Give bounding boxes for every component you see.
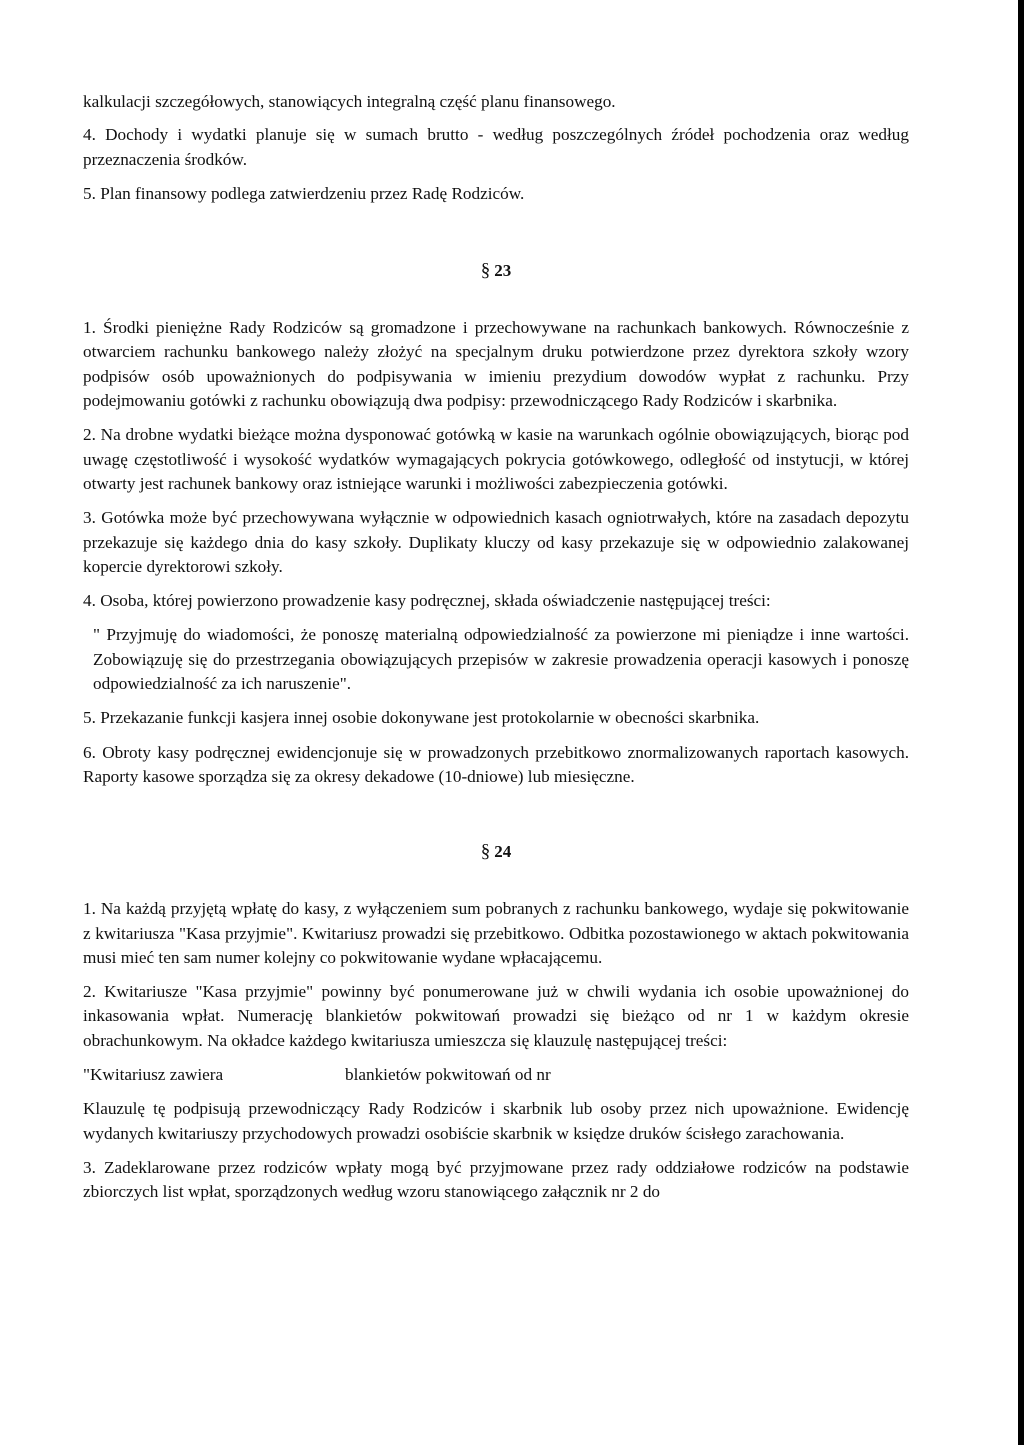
scan-edge-bar — [1018, 0, 1024, 1445]
paragraph-4: 4. Dochody i wydatki planuje się w sumach brutto - według poszczególnych źródeł pochodzenia oraz według przeznaczenia środków. — [83, 125, 909, 169]
s23-paragraph-5: 5. Przekazanie funkcji kasjera innej osobie dokonywane jest protokolarnie w obecności skarbnika. — [83, 708, 760, 728]
s23-declaration-quote: " Przyjmuję do wiadomości, że ponoszę materialną odpowiedzialność za powierzone mi pieniądze i inne wartości. Zobowiązuję się do przestrzegania obowiązujących przepisów w zakresie prowadzenia operacji kasowych i ponoszę odpowiedzialność za ich naruszenie". — [93, 625, 909, 694]
section-heading-23 — [83, 258, 909, 284]
s24-paragraph-1: 1. Na każdą przyjętą wpłatę do kasy, z wyłączeniem sum pobranych z rachunku bankowego, wydaje się pokwitowanie z kwitariusza "Kasa przyjmie". Kwitariusz prowadzi się przebitkowo. Odbitka pozostawionego w aktach pokwitowania musi mieć ten sam numer kolejny co pokwitowanie wydane wpłacającemu. — [83, 899, 909, 967]
s23-paragraph-4: 4. Osoba, której powierzono prowadzenie kasy podręcznej, składa oświadczenie następującej treści: — [83, 591, 771, 611]
s23-paragraph-6: 6. Obroty kasy podręcznej ewidencjonuje się w prowadzonych przebitkowo znormalizowanych raportach kasowych. Raporty kasowe sporządza się za okresy dekadowe (10-dniowe) lub miesięczne. — [83, 742, 909, 786]
section-symbol: § — [480, 841, 491, 863]
section-heading-24 — [83, 839, 909, 865]
s24-paragraph-2: 2. Kwitariusze "Kasa przyjmie" powinny być ponumerowane już w chwili wydania ich osobie upoważnionej do inkasowania wpłat. Numerację blankietów pokwitowań prowadzi się bieżąco od nr 1 w każdym okresie obrachunkowym. Na okładce każdego kwitariusza umieszcza się klauzulę następującej treści: — [83, 982, 909, 1050]
s23-paragraph-1: 1. Środki pieniężne Rady Rodziców są gromadzone i przechowywane na rachunkach bankowych. Równocześnie z otwarciem rachunku bankowego należy złożyć na specjalnym druku potwierdzone przez dyrektora szkoły wzory podpisów osób upoważnionych do podpisywania w imieniu prezydium dowodów wypłat z rachunku. Przy podejmowaniu gotówki z rachunku obowiązują dwa podpisy: przewodniczącego Rady Rodziców i skarbnika. — [83, 318, 909, 411]
s23-paragraph-2: 2. Na drobne wydatki bieżące można dysponować gotówką w kasie na warunkach ogólnie obowiązujących, biorąc pod uwagę częstotliwość i wysokość wydatków wymagających pokrycia gotówkowego, odległość od instytucji, w której otwarty jest rachunek bankowy oraz istniejące warunki i możliwości zabezpieczenia gotówki. — [83, 425, 909, 493]
clause-line — [83, 1063, 909, 1087]
s24-paragraph-3: 3. Zadeklarowane przez rodziców wpłaty mogą być przyjmowane przez rady oddziałowe rodziców na podstawie zbiorczych list wpłat, sporządzonych według wzoru stanowiącego załącznik nr 2 do — [83, 1157, 909, 1202]
section-number: 23 — [494, 261, 512, 281]
section-symbol: § — [480, 260, 491, 282]
clause-left: "Kwitariusz zawiera — [83, 1065, 224, 1085]
document-page — [83, 90, 909, 1215]
paragraph-continuation: kalkulacji szczegółowych, stanowiących integralną część planu finansowego. — [83, 92, 616, 111]
paragraph-5: 5. Plan finansowy podlega zatwierdzeniu przez Radę Rodziców. — [83, 183, 525, 203]
clause-right: blankietów pokwitowań od nr — [345, 1065, 551, 1085]
s23-paragraph-3: 3. Gotówka może być przechowywana wyłącznie w odpowiednich kasach ogniotrwałych, które na zasadach depozytu przekazuje się każdego dnia do kasy szkoły. Duplikaty kluczy od kasy przekazuje się w odpowiednio zalakowanej kopercie dyrektorowi szkoły. — [83, 508, 909, 576]
s24-paragraph-2b: Klauzulę tę podpisują przewodniczący Rady Rodziców i skarbnik lub osoby przez nich upoważnione. Ewidencję wydanych kwitariuszy przychodowych prowadzi osobiście skarbnik w księdze druków ścisłego zarachowania. — [83, 1099, 909, 1143]
section-number: 24 — [494, 842, 512, 862]
